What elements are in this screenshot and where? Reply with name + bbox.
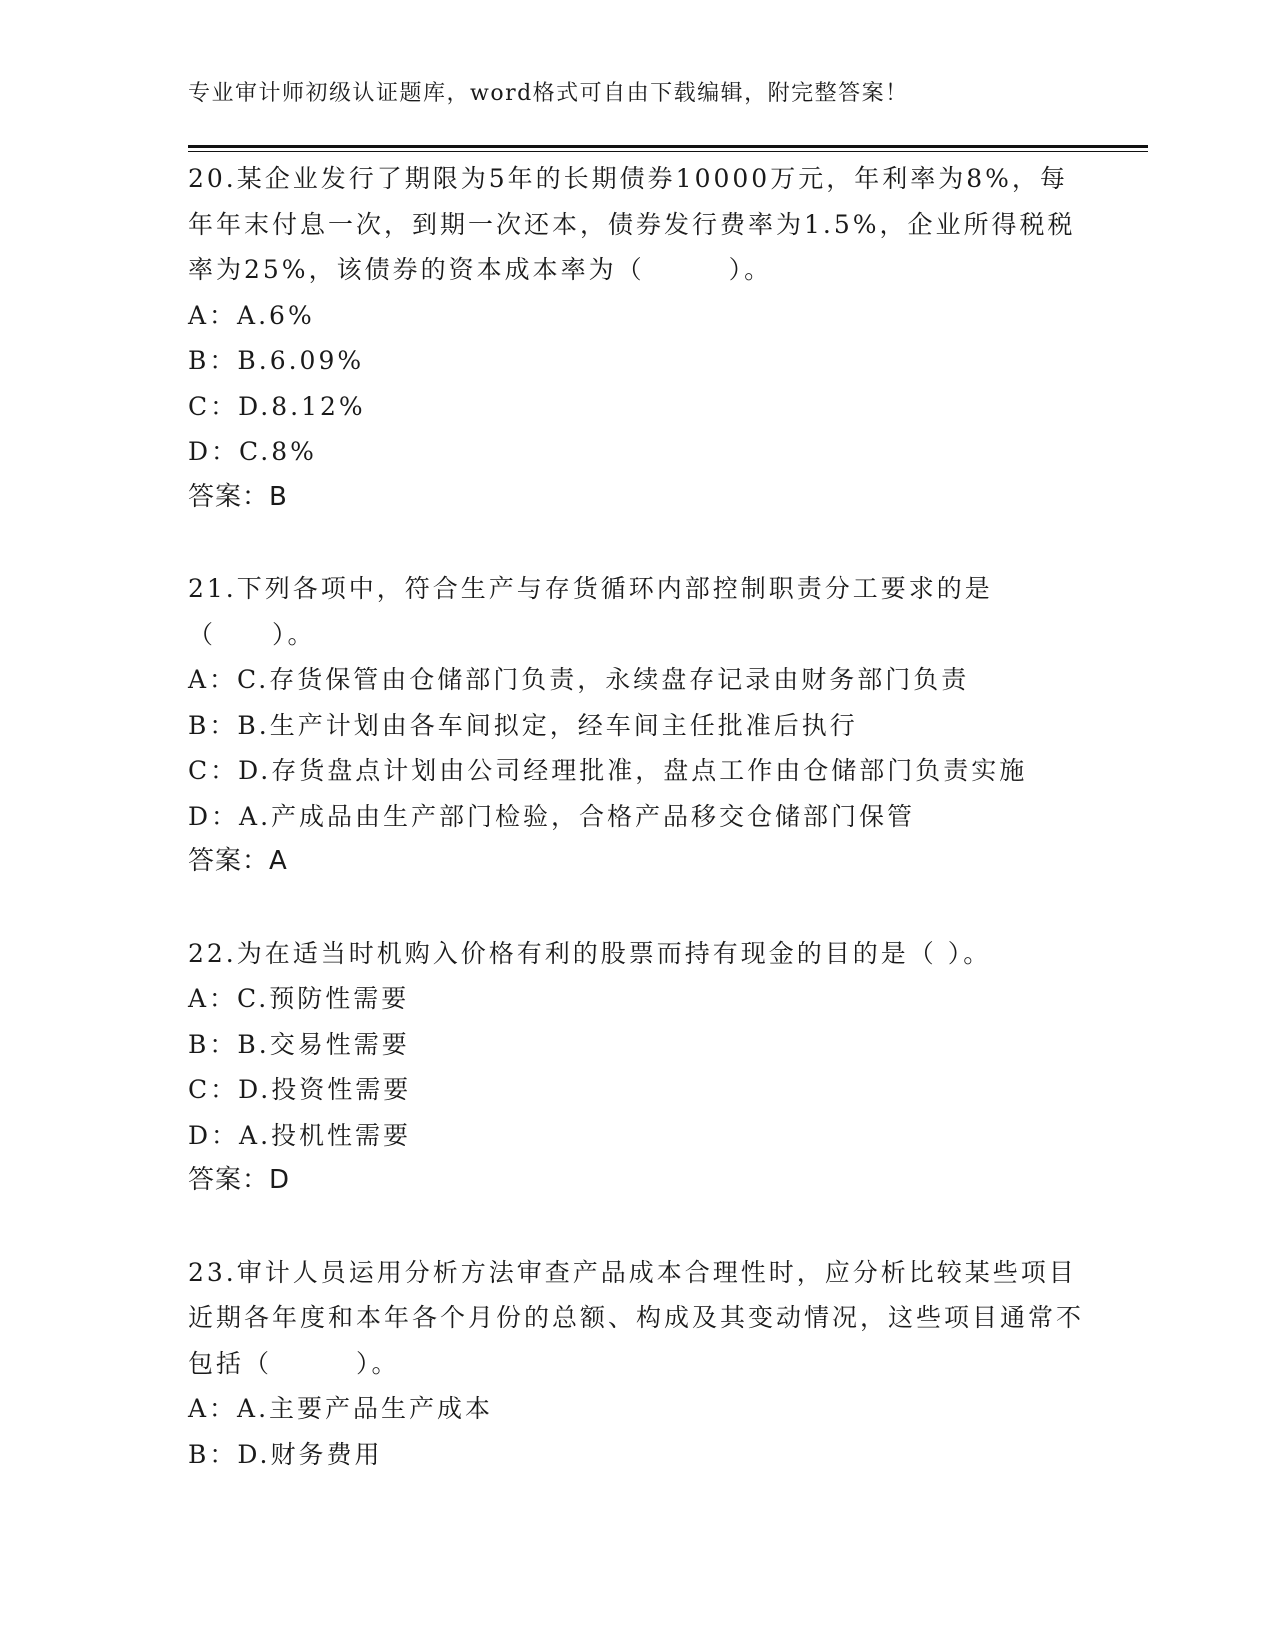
option-a: A：C.预防性需要 bbox=[188, 984, 410, 1013]
question-22 bbox=[188, 931, 1088, 1204]
option-c: C：D.8.12% bbox=[188, 391, 366, 421]
question-stem: 21.下列各项中，符合生产与存货循环内部控制职责分工要求的是（ ）。 bbox=[188, 574, 993, 649]
option-b: B：B.6.09% bbox=[188, 346, 365, 375]
option-d: D：A.产成品由生产部门检验，合格产品移交仓储部门保管 bbox=[188, 801, 916, 831]
question-21 bbox=[188, 566, 1088, 885]
header-note: 专业审计师初级认证题库，word格式可自由下载编辑，附完整答案！ bbox=[188, 81, 909, 106]
answer: 答案：B bbox=[188, 481, 288, 512]
header-rule-thick bbox=[188, 145, 1148, 148]
option-c: C：D.投资性需要 bbox=[188, 1075, 412, 1104]
question-stem: 20.某企业发行了期限为5年的长期债券10000万元，年利率为8%，每年年末付息一次，到期一次还本，债券发行费率为1.5%，企业所得税税率为25%，该债券的资本成本率为（ ）。 bbox=[188, 164, 1076, 284]
option-a: A：C.存货保管由仓储部门负责，永续盘存记录由财务部门负责 bbox=[188, 665, 970, 694]
header-rule-thin bbox=[188, 151, 1148, 152]
answer: 答案：A bbox=[188, 846, 288, 876]
question-stem: 22.为在适当时机购入价格有利的股票而持有现金的目的是（ ）。 bbox=[188, 938, 992, 968]
answer: 答案：D bbox=[188, 1165, 291, 1195]
question-stem: 23.审计人员运用分析方法审查产品成本合理性时，应分析比较某些项目近期各年度和本年各个月份的总额、构成及其变动情况，这些项目通常不包括（ ）。 bbox=[188, 1257, 1085, 1378]
option-b: B：D.财务费用 bbox=[188, 1439, 383, 1469]
option-b: B：B.生产计划由各车间拟定，经车间主任批准后执行 bbox=[188, 710, 858, 740]
option-b: B：B.交易性需要 bbox=[188, 1029, 410, 1059]
question-list bbox=[188, 156, 1088, 1477]
question-23 bbox=[188, 1250, 1088, 1478]
option-a: A：A.主要产品生产成本 bbox=[188, 1394, 494, 1423]
option-d: D：C.8% bbox=[188, 437, 317, 466]
option-d: D：A.投机性需要 bbox=[188, 1120, 412, 1150]
option-c: C：D.存货盘点计划由公司经理批准，盘点工作由仓储部门负责实施 bbox=[188, 756, 1028, 785]
option-a: A：A.6% bbox=[188, 300, 315, 330]
question-20 bbox=[188, 156, 1088, 520]
